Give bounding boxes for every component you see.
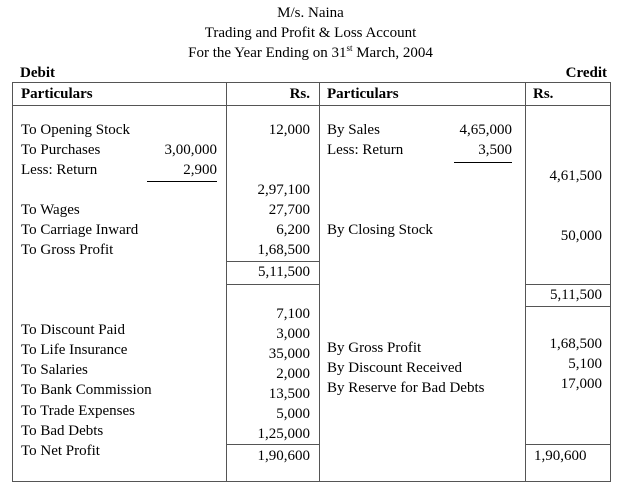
gross-profit-label: To Gross Profit: [21, 242, 114, 258]
gross-profit-amount: 1,68,500: [257, 242, 310, 258]
account-title: Trading and Profit & Loss Account: [204, 25, 417, 41]
opening-stock-amount: 12,000: [268, 122, 310, 138]
total-rule: [226, 284, 319, 285]
subtotal-underline: [454, 162, 512, 163]
net-purchases-amount: 2,97,100: [257, 182, 310, 198]
debit-label: Debit: [20, 65, 55, 81]
purchases-label: To Purchases: [21, 142, 101, 158]
column-divider: [525, 82, 526, 482]
table-right-border: [610, 82, 611, 482]
trading-credit-total: 5,11,500: [550, 287, 602, 303]
subtotal-underline: [147, 181, 217, 182]
pl-debit-amount: 7,100: [276, 306, 310, 322]
pl-debit-label: To Bad Debts: [21, 423, 104, 439]
debit-rs-header: Rs.: [289, 86, 310, 102]
pl-debit-amount: 13,500: [268, 386, 310, 402]
firm-name: M/s. Naina: [277, 5, 344, 21]
pl-debit-amount: 1,25,000: [257, 426, 310, 442]
account-period: For the Year Ending on 31st March, 2004: [188, 43, 433, 61]
closing-stock-amount: 50,000: [560, 228, 602, 244]
carriage-amount: 6,200: [276, 222, 310, 238]
pl-credit-label: By Gross Profit: [327, 340, 422, 356]
total-rule: [525, 444, 610, 445]
pl-credit-label: By Discount Received: [327, 360, 462, 376]
carriage-label: To Carriage Inward: [21, 222, 139, 238]
opening-stock-label: To Opening Stock: [21, 122, 130, 138]
pl-credit-total: 1,90,600: [534, 448, 587, 464]
table-bottom-border: [12, 481, 611, 482]
purchases-inner-amount: 3,00,000: [164, 142, 217, 158]
trading-debit-total: 5,11,500: [258, 264, 310, 280]
credit-label: Credit: [565, 65, 607, 81]
sales-return-label: Less: Return: [327, 142, 404, 158]
credit-particulars-header: Particulars: [327, 86, 399, 102]
column-divider: [319, 82, 320, 482]
pl-debit-amount: 3,000: [276, 326, 310, 342]
table-left-border: [12, 82, 13, 482]
purchase-return-label: Less: Return: [21, 162, 98, 178]
pl-debit-label: To Trade Expenses: [21, 403, 135, 419]
debit-particulars-header: Particulars: [21, 86, 93, 102]
total-rule: [226, 444, 319, 445]
pl-credit-amount: 17,000: [560, 376, 602, 392]
pl-credit-amount: 5,100: [568, 356, 602, 372]
pl-debit-label: To Life Insurance: [21, 342, 128, 358]
wages-amount: 27,700: [268, 202, 310, 218]
sales-label: By Sales: [327, 122, 380, 138]
pl-debit-label: To Discount Paid: [21, 322, 125, 338]
sales-inner-amount: 4,65,000: [459, 122, 512, 138]
table-top-border: [12, 82, 611, 83]
header-bottom-border: [12, 105, 611, 106]
purchase-return-amount: 2,900: [183, 162, 217, 178]
pl-debit-label: To Net Profit: [21, 443, 100, 459]
credit-rs-header: Rs.: [533, 86, 554, 102]
pl-debit-amount: 5,000: [276, 406, 310, 422]
total-rule: [525, 306, 610, 307]
pl-credit-amount: 1,68,500: [549, 336, 602, 352]
net-sales-amount: 4,61,500: [549, 168, 602, 184]
pl-debit-label: To Bank Commission: [21, 382, 152, 398]
pl-debit-label: To Salaries: [21, 362, 88, 378]
pl-debit-amount: 2,000: [276, 366, 310, 382]
sales-return-amount: 3,500: [478, 142, 512, 158]
wages-label: To Wages: [21, 202, 80, 218]
pl-credit-label: By Reserve for Bad Debts: [327, 380, 485, 396]
pl-debit-total: 1,90,600: [257, 448, 310, 464]
pl-debit-amount: 35,000: [268, 346, 310, 362]
closing-stock-label: By Closing Stock: [327, 222, 433, 238]
